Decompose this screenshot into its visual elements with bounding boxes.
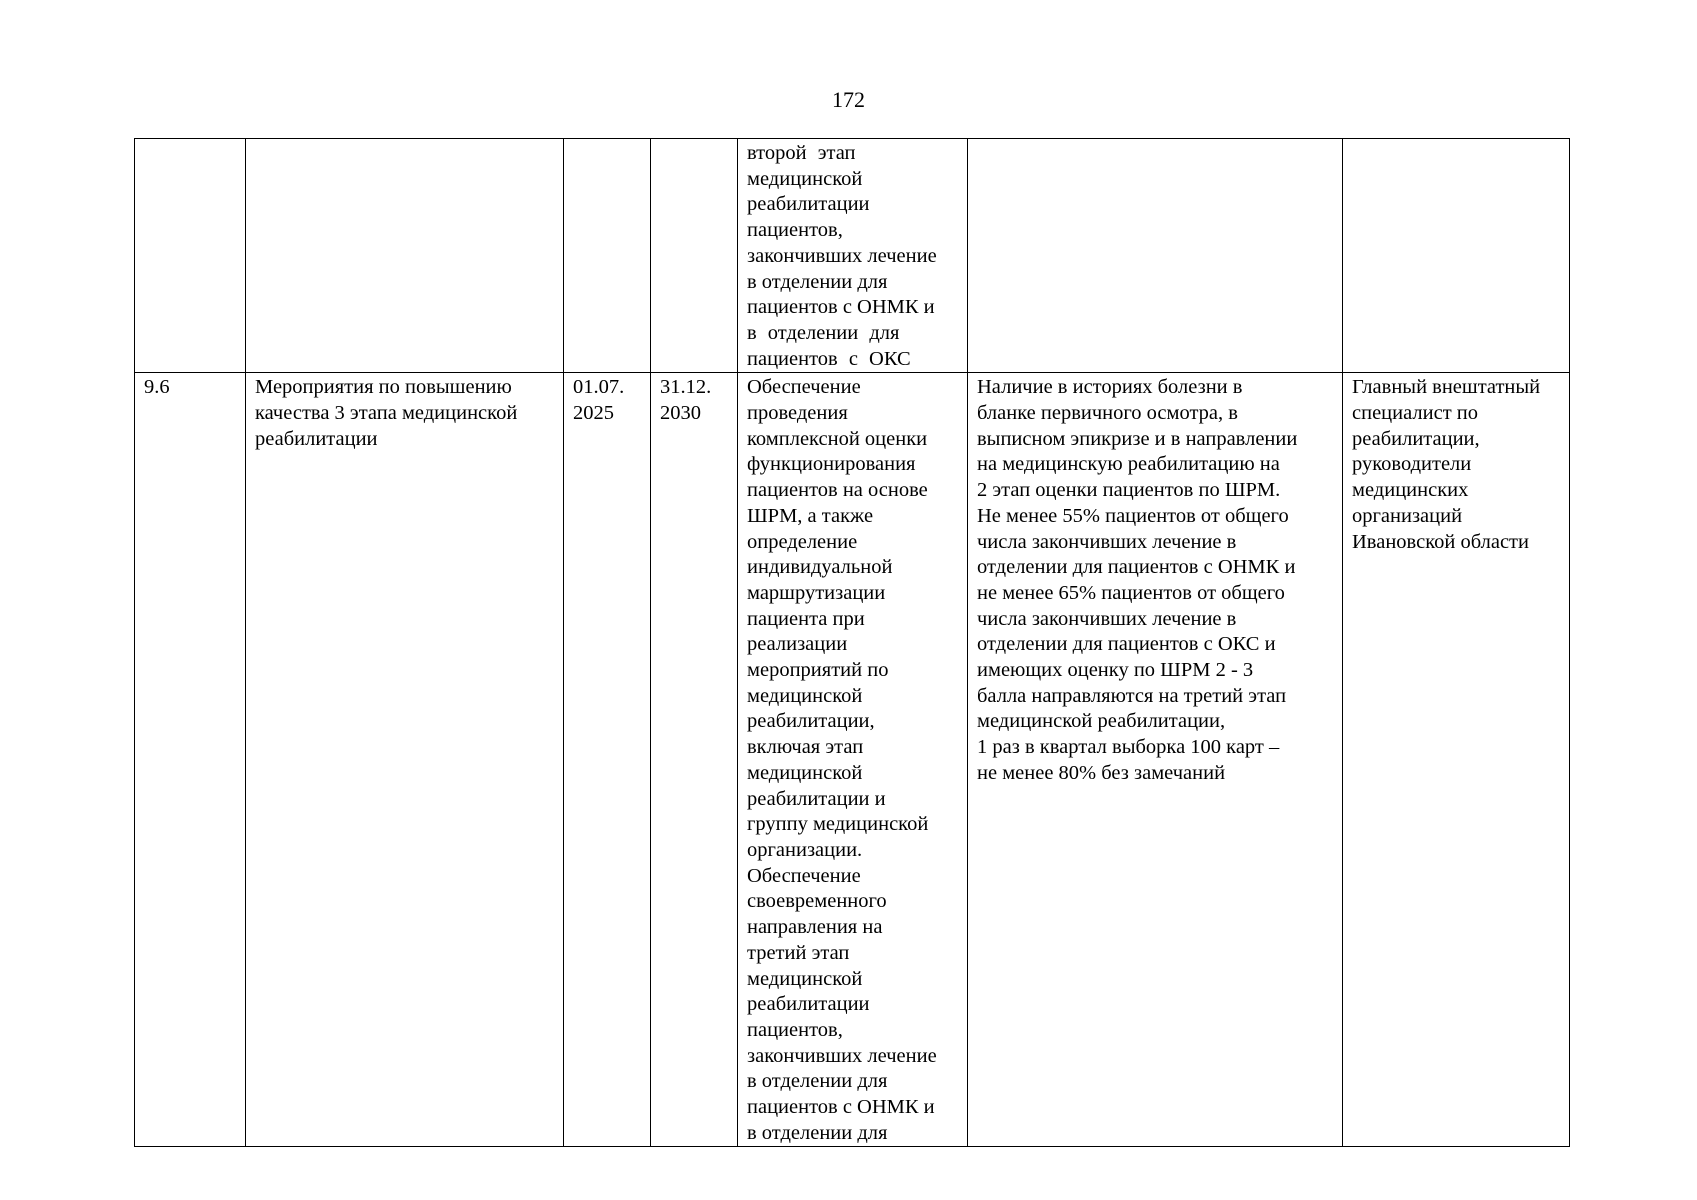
cell-line: числа закончивших лечение в xyxy=(977,530,1237,553)
measure-name-cell xyxy=(246,139,564,373)
cell-line: пациентов с ОКС xyxy=(747,347,911,370)
cell-line: включая этап xyxy=(747,736,864,759)
cell-line: индивидуальной xyxy=(747,556,893,579)
cell-line: своевременного xyxy=(747,890,887,913)
cell-line: 1 раз в квартал выборка 100 карт – xyxy=(977,736,1280,759)
cell-line: проведения xyxy=(747,402,848,425)
table-row xyxy=(135,373,1570,1147)
cell-line: пациентов на основе xyxy=(747,479,928,502)
measures-table xyxy=(134,138,1570,1147)
cell-line: пациентов с ОНМК и xyxy=(747,1096,935,1119)
end-date-cell xyxy=(651,139,738,373)
cell-line: Обеспечение xyxy=(747,864,861,887)
cell-line: ШРМ, а также xyxy=(747,504,874,527)
cell-line: Наличие в историях болезни в xyxy=(977,376,1243,399)
end-date-cell xyxy=(651,373,738,1147)
cell-line: медицинской xyxy=(747,761,863,784)
cell-line: на медицинскую реабилитацию на xyxy=(977,453,1280,476)
cell-line: Не менее 55% пациентов от общего xyxy=(977,504,1289,527)
cell-line: Обеспечение xyxy=(747,376,861,399)
cell-line: пациентов с ОНМК и xyxy=(747,296,935,319)
cell-line: 2 этап оценки пациентов по ШРМ. xyxy=(977,479,1281,502)
cell-line: третий этап xyxy=(747,941,850,964)
cell-line: в отделении для xyxy=(747,1121,888,1144)
cell-line: закончивших лечение xyxy=(747,244,937,267)
cell-line: в отделении для xyxy=(747,1070,888,1093)
cell-line: отделении для пациентов с ОКС и xyxy=(977,633,1276,656)
cell-line: в отделении для xyxy=(747,321,900,344)
cell-line: определение xyxy=(747,530,858,553)
cell-line: качества 3 этапа медицинской xyxy=(255,402,518,425)
table-row xyxy=(135,139,1570,373)
description-cell xyxy=(738,139,968,373)
cell-line: закончивших лечение xyxy=(747,1044,937,1067)
cell-line: 31.12. xyxy=(660,376,712,399)
cell-line: пациентов, xyxy=(747,1018,843,1041)
cell-line: руководители xyxy=(1352,453,1472,476)
cell-line: реабилитации xyxy=(747,193,870,216)
page-number: 172 xyxy=(832,87,865,112)
cell-line: организации. xyxy=(747,838,863,861)
cell-line: специалист по xyxy=(1352,402,1478,425)
cell-line: медицинской xyxy=(747,167,863,190)
cell-line: бланке первичного осмотра, в xyxy=(977,402,1238,425)
cell-line: функционирования xyxy=(747,453,916,476)
cell-line: имеющих оценку по ШРМ 2 - 3 xyxy=(977,659,1254,682)
cell-line: числа закончивших лечение в xyxy=(977,607,1237,630)
cell-line: не менее 80% без замечаний xyxy=(977,761,1226,784)
cell-line: реабилитации xyxy=(747,993,870,1016)
start-date-cell xyxy=(564,373,651,1147)
cell-line: 2025 xyxy=(573,402,614,425)
cell-line: пациентов, xyxy=(747,219,843,242)
cell-line: отделении для пациентов с ОНМК и xyxy=(977,556,1296,579)
row-number-cell: 9.6 xyxy=(135,373,246,1147)
cell-line: выписном эпикризе и в направлении xyxy=(977,427,1298,450)
measure-name-cell xyxy=(246,373,564,1147)
cell-line: пациента при xyxy=(747,607,865,630)
cell-line: второй этап xyxy=(747,142,856,164)
cell-line: медицинской xyxy=(747,967,863,990)
responsible-cell xyxy=(1343,139,1570,373)
cell-line: мероприятий по xyxy=(747,659,889,682)
cell-line: балла направляются на третий этап xyxy=(977,684,1287,707)
start-date-cell xyxy=(564,139,651,373)
indicator-cell xyxy=(968,139,1343,373)
cell-line: 2030 xyxy=(660,402,701,425)
cell-line: Главный внештатный xyxy=(1352,376,1541,399)
cell-line: направления на xyxy=(747,916,883,939)
cell-line: Мероприятия по повышению xyxy=(255,376,512,399)
indicator-cell xyxy=(968,373,1343,1147)
cell-line: организаций xyxy=(1352,504,1463,527)
cell-line: Ивановской области xyxy=(1352,530,1529,553)
cell-line: группу медицинской xyxy=(747,813,929,836)
cell-line: маршрутизации xyxy=(747,581,886,604)
cell-line: реабилитации и xyxy=(747,787,886,810)
description-cell xyxy=(738,373,968,1147)
cell-line: 01.07. xyxy=(573,376,625,399)
responsible-cell xyxy=(1343,373,1570,1147)
cell-line: в отделении для xyxy=(747,270,888,293)
cell-line: реабилитации xyxy=(255,427,378,450)
cell-line: медицинских xyxy=(1352,479,1469,502)
cell-line: реабилитации, xyxy=(747,710,875,733)
cell-line: комплексной оценки xyxy=(747,427,928,450)
cell-line: реализации xyxy=(747,633,848,656)
cell-line: реабилитации, xyxy=(1352,427,1480,450)
cell-line: не менее 65% пациентов от общего xyxy=(977,581,1285,604)
row-number-cell xyxy=(135,139,246,373)
cell-line: медицинской реабилитации, xyxy=(977,710,1226,733)
cell-line: медицинской xyxy=(747,684,863,707)
